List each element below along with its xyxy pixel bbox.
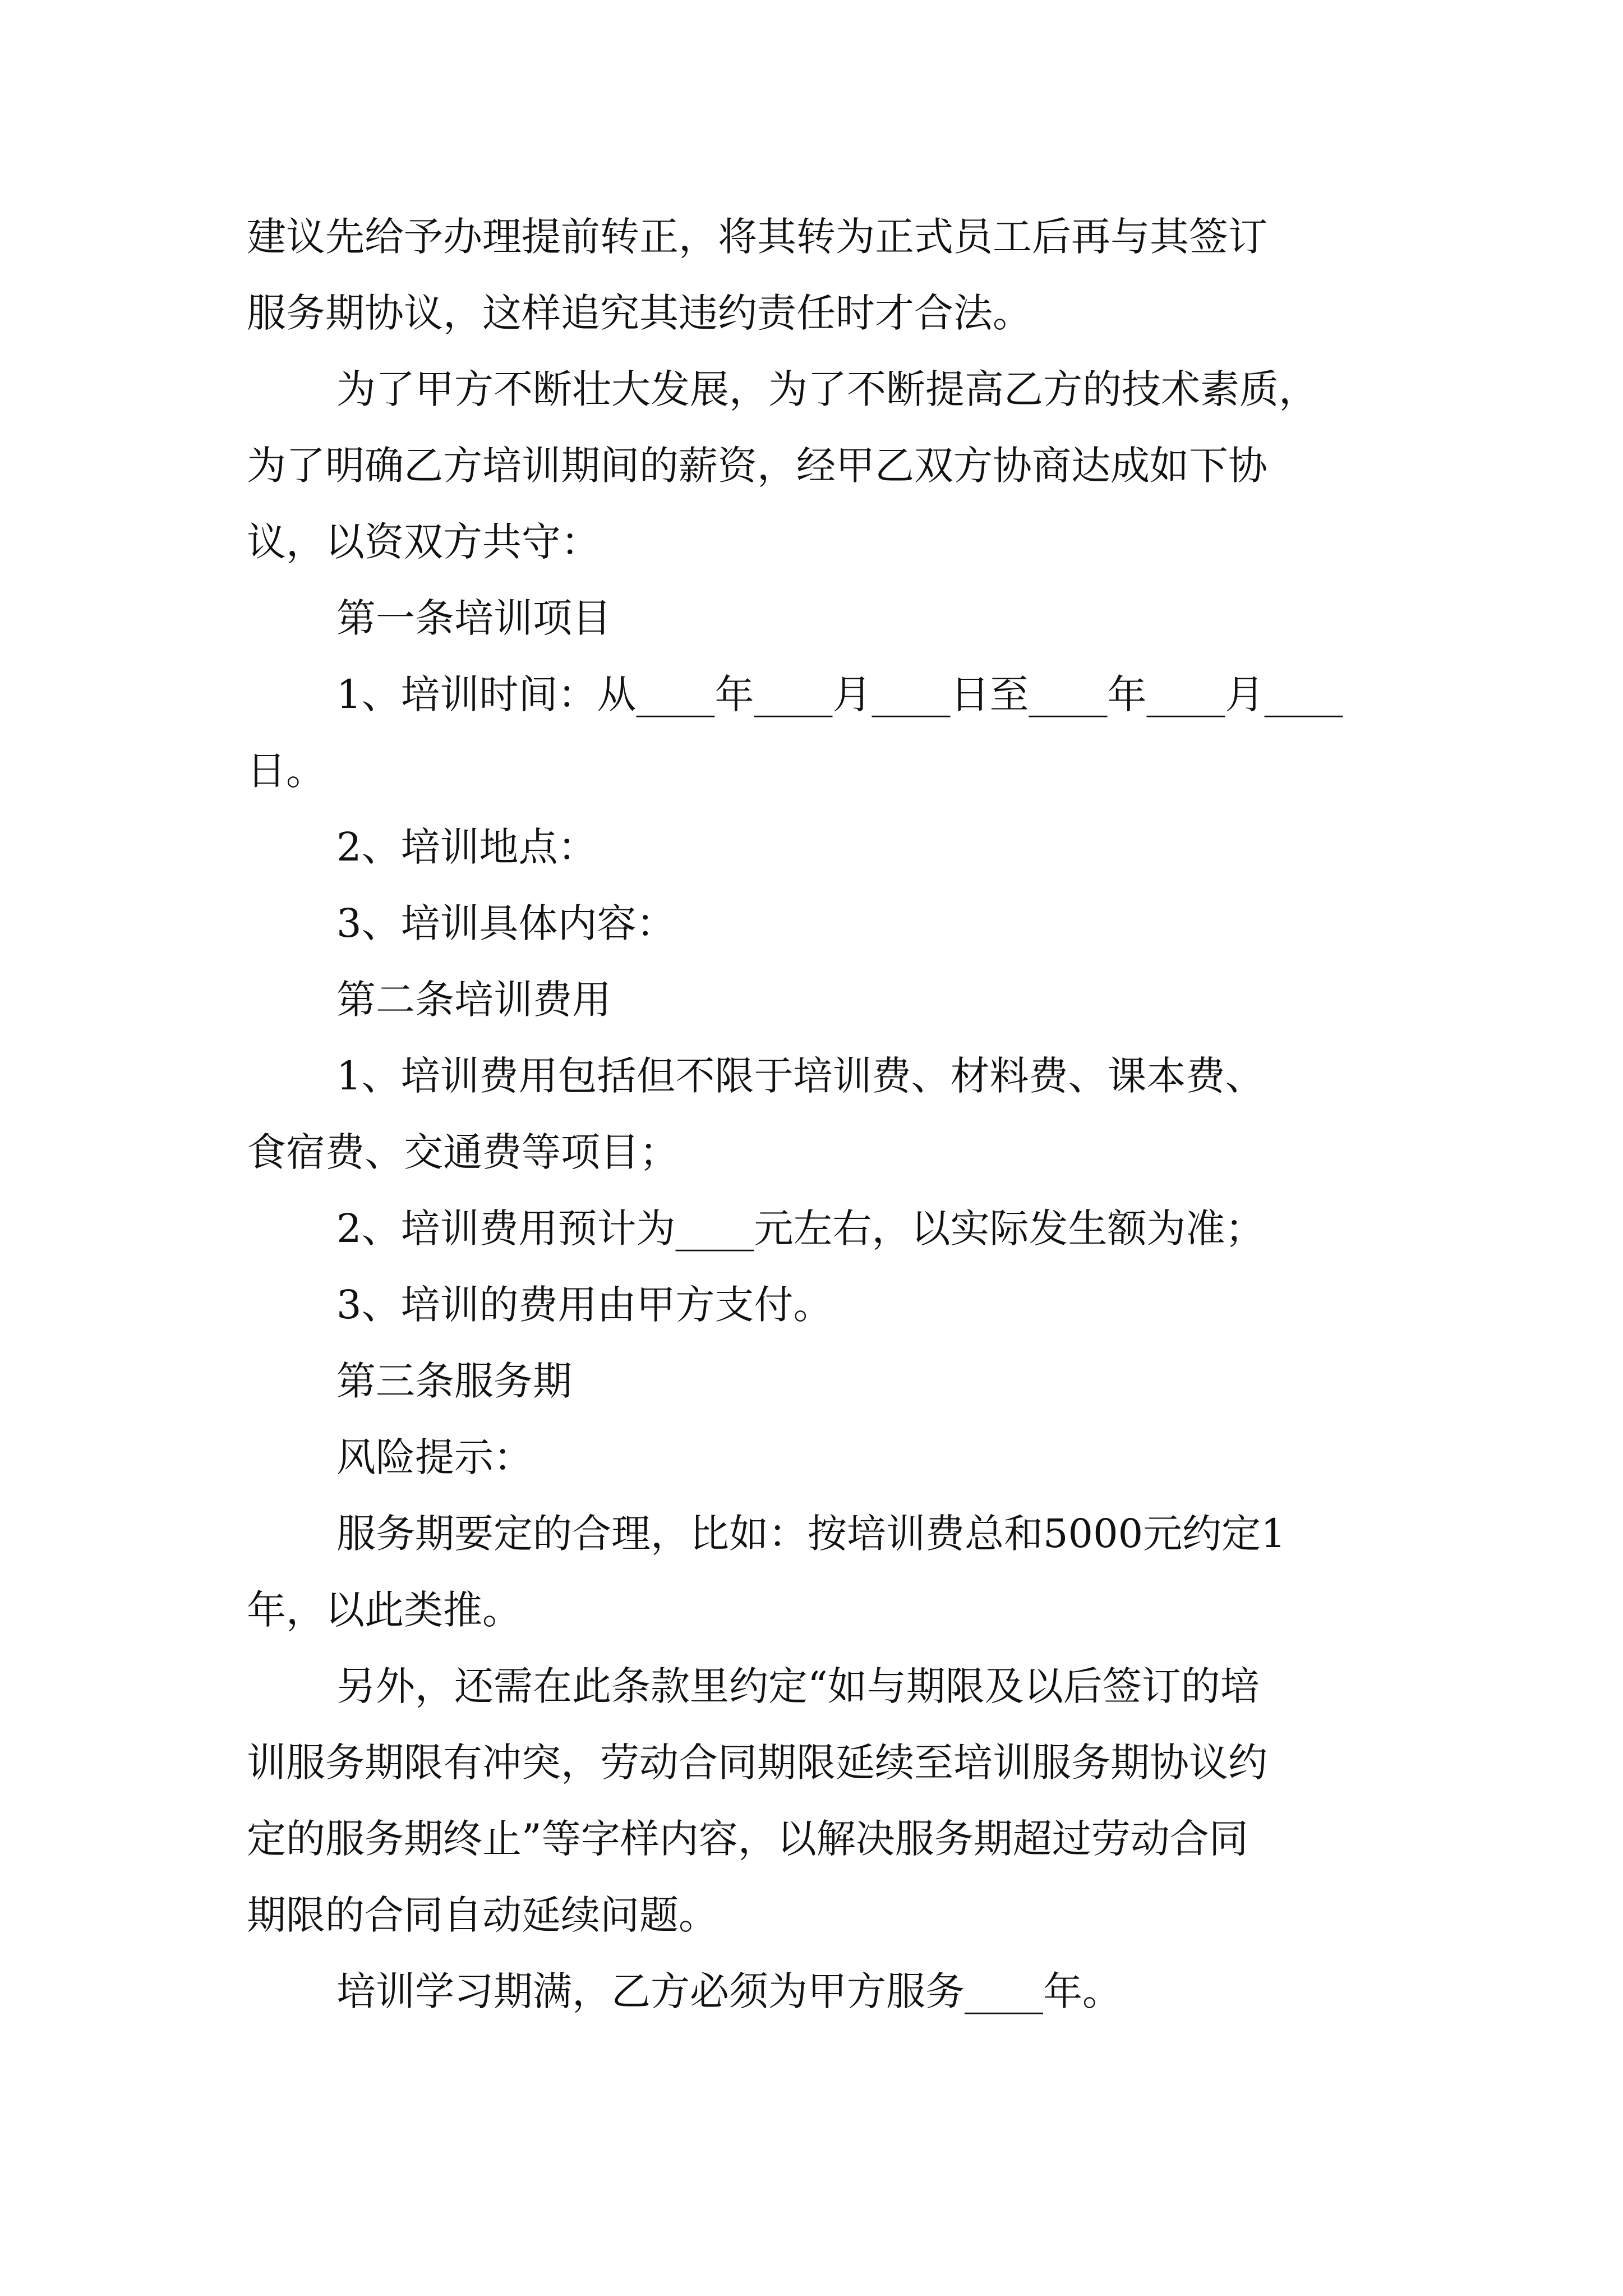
section-heading: 第三条服务期 bbox=[336, 1358, 572, 1404]
text-line: 为了甲方不断壮大发展，为了不断提高乙方的技术素质， bbox=[336, 366, 1318, 412]
text-line: 食宿费、交通费等项目； bbox=[247, 1129, 679, 1175]
text-line: 议，以资双方共守： bbox=[247, 519, 600, 565]
text-line: 服务期要定的合理，比如：按培训费总和5000元约定1 bbox=[336, 1511, 1286, 1557]
text-line: 日。 bbox=[247, 748, 325, 794]
text-line: 年，以此类推。 bbox=[247, 1587, 522, 1633]
text-line: 建议先给予办理提前转正，将其转为正式员工后再与其签订 bbox=[247, 214, 1267, 260]
text-line: 3、培训具体内容： bbox=[336, 900, 676, 946]
text-line: 1、培训时间：从____年____月____日至____年____月____ bbox=[336, 671, 1343, 717]
section-heading: 第二条培训费用 bbox=[336, 977, 611, 1023]
text-line: 为了明确乙方培训期间的薪资，经甲乙双方协商达成如下协 bbox=[247, 443, 1267, 489]
text-line: 1、培训费用包括但不限于培训费、材料费、课本费、 bbox=[336, 1053, 1265, 1099]
text-line: 期限的合同自动延续问题。 bbox=[247, 1892, 718, 1938]
text-line: 3、培训的费用由甲方支付。 bbox=[336, 1282, 833, 1328]
text-line: 培训学习期满，乙方必须为甲方服务____年。 bbox=[336, 1968, 1122, 2014]
text-line: 风险提示： bbox=[336, 1434, 533, 1480]
text-line: 另外，还需在此条款里约定“如与期限及以后签订的培 bbox=[336, 1663, 1260, 1709]
text-line: 2、培训费用预计为____元左右，以实际发生额为准； bbox=[336, 1205, 1265, 1251]
section-heading: 第一条培训项目 bbox=[336, 595, 611, 641]
text-line: 2、培训地点： bbox=[336, 824, 597, 870]
text-line: 训服务期限有冲突，劳动合同期限延续至培训服务期协议约 bbox=[247, 1740, 1267, 1786]
text-line: 定的服务期终止”等字样内容，以解决服务期超过劳动合同 bbox=[247, 1816, 1248, 1862]
text-line: 服务期协议，这样追究其违约责任时才合法。 bbox=[247, 290, 1032, 336]
